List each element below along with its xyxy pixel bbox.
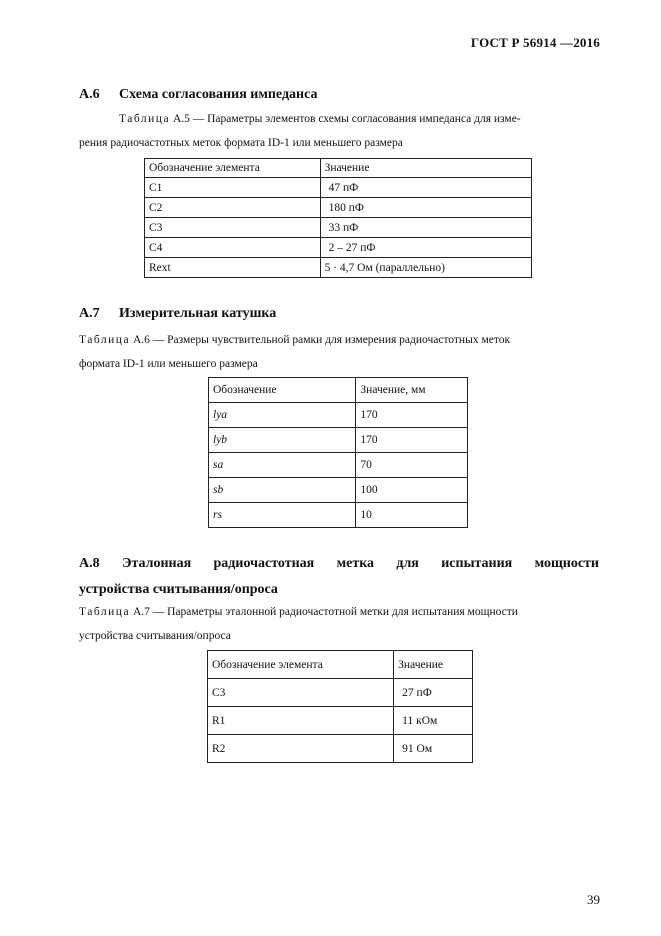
table-cell: 100 bbox=[356, 478, 468, 503]
table-cell: C1 bbox=[145, 178, 321, 198]
section-heading-a8 bbox=[79, 551, 599, 603]
table-cell: C2 bbox=[145, 198, 321, 218]
caption-text: А.6 — Размеры чувствительной рамки для измерения радиочастотных меток bbox=[130, 334, 511, 346]
table-cell: C3 bbox=[208, 679, 394, 707]
caption-prefix: Таблица bbox=[79, 606, 131, 618]
table-cell: 2 – 27 пФ bbox=[320, 238, 531, 258]
table-row bbox=[145, 258, 532, 278]
section-title-word: Эталонная bbox=[121, 556, 192, 571]
table-cell: 33 пФ bbox=[320, 218, 531, 238]
table-cell: 170 bbox=[356, 428, 468, 453]
section-title-word: для bbox=[396, 556, 419, 571]
table-cell: 5 · 4,7 Ом (параллельно) bbox=[320, 258, 531, 278]
table-cell: lyb bbox=[209, 428, 356, 453]
table-cell: R2 bbox=[208, 735, 394, 763]
section-title-word: испытания bbox=[441, 556, 513, 571]
table-row bbox=[208, 735, 473, 763]
table-row bbox=[145, 218, 532, 238]
table-row bbox=[145, 238, 532, 258]
caption-text: А.5 — Параметры элементов схемы согласования импеданса для изме- bbox=[170, 113, 521, 125]
section-title: Измерительная катушка bbox=[119, 306, 277, 321]
table-cell: sa bbox=[209, 453, 356, 478]
table-row bbox=[145, 198, 532, 218]
table-row bbox=[209, 478, 468, 503]
caption-line2: формата ID-1 или меньшего размера bbox=[79, 358, 258, 370]
section-number: А.7 bbox=[79, 306, 100, 321]
table-a7 bbox=[207, 650, 473, 763]
table-cell: 11 кОм bbox=[394, 707, 473, 735]
table-row bbox=[209, 403, 468, 428]
section-title-word: мощности bbox=[534, 556, 599, 571]
table-row bbox=[209, 453, 468, 478]
section-title-word: радиочастотная bbox=[213, 556, 315, 571]
caption-prefix: Таблица bbox=[79, 334, 131, 346]
table-cell: R1 bbox=[208, 707, 394, 735]
heading-line1 bbox=[79, 551, 599, 577]
table-cell: Rext bbox=[145, 258, 321, 278]
table-cell: 180 пФ bbox=[320, 198, 531, 218]
table-cell: 47 пФ bbox=[320, 178, 531, 198]
column-header: Обозначение элемента bbox=[208, 651, 394, 679]
section-title-line2: устройства считывания/опроса bbox=[79, 582, 278, 597]
table-caption-a6 bbox=[79, 328, 599, 376]
section-title: Схема согласования импеданса bbox=[119, 87, 318, 102]
table-cell: 10 bbox=[356, 503, 468, 528]
section-heading-a7 bbox=[79, 306, 276, 322]
column-header: Обозначение элемента bbox=[145, 159, 321, 178]
table-header-row bbox=[208, 651, 473, 679]
column-header: Значение, мм bbox=[356, 378, 468, 403]
section-number: А.6 bbox=[79, 87, 100, 102]
section-title-word: метка bbox=[336, 556, 375, 571]
table-cell: lya bbox=[209, 403, 356, 428]
table-cell: 27 пФ bbox=[394, 679, 473, 707]
table-row bbox=[145, 178, 532, 198]
column-header: Значение bbox=[394, 651, 473, 679]
caption-line2: устройства считывания/опроса bbox=[79, 630, 231, 642]
table-caption-a5 bbox=[79, 107, 599, 155]
table-row bbox=[208, 707, 473, 735]
table-row bbox=[209, 503, 468, 528]
table-cell: C4 bbox=[145, 238, 321, 258]
column-header: Обозначение bbox=[209, 378, 356, 403]
section-number: А.8 bbox=[79, 556, 100, 571]
table-cell: 70 bbox=[356, 453, 468, 478]
table-cell: rs bbox=[209, 503, 356, 528]
caption-line2: рения радиочастотных меток формата ID-1 или меньшего размера bbox=[79, 137, 403, 149]
table-a5 bbox=[144, 158, 532, 278]
table-a6 bbox=[208, 377, 468, 528]
caption-text: А.7 — Параметры эталонной радиочастотной метки для испытания мощности bbox=[130, 606, 518, 618]
table-cell: sb bbox=[209, 478, 356, 503]
table-row bbox=[209, 428, 468, 453]
document-header: ГОСТ Р 56914 —2016 bbox=[470, 35, 600, 50]
table-caption-a7 bbox=[79, 600, 599, 648]
table-header-row bbox=[145, 159, 532, 178]
table-header-row bbox=[209, 378, 468, 403]
column-header: Значение bbox=[320, 159, 531, 178]
caption-prefix: Таблица bbox=[119, 113, 171, 125]
table-row bbox=[208, 679, 473, 707]
table-cell: 170 bbox=[356, 403, 468, 428]
section-heading-a6 bbox=[79, 87, 318, 103]
table-cell: 91 Ом bbox=[394, 735, 473, 763]
table-cell: C3 bbox=[145, 218, 321, 238]
page-number: 39 bbox=[587, 892, 600, 907]
